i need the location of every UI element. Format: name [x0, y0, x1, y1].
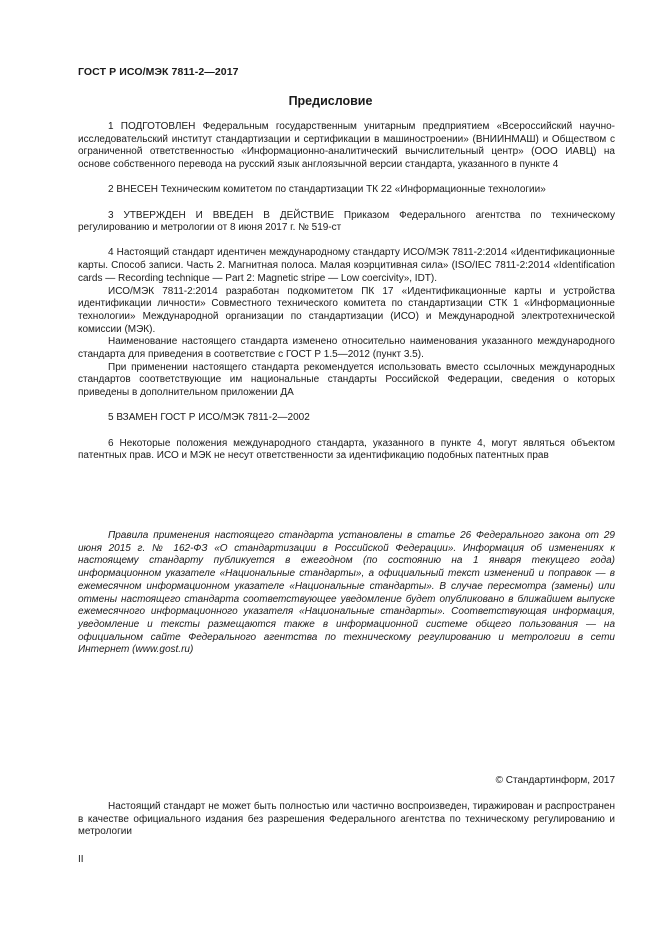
copyright: © Стандартинформ, 2017 — [495, 775, 615, 786]
document-header: ГОСТ Р ИСО/МЭК 7811-2—2017 — [78, 66, 239, 78]
foreword-item-4-developer: ИСО/МЭК 7811-2:2014 разработан подкомитетом ПК 17 «Идентификационные карты и устройства идентификации личности» Совместного технического комитета по стандартизации СТК 1 «Информационные технологии» Международной организации по стандартизации (ИСО) и Международной электротехнической комиссии (МЭК). — [78, 285, 615, 335]
foreword-item-3: 3 УТВЕРЖДЕН И ВВЕДЕН В ДЕЙСТВИЕ Приказом Федерального агентства по техническому регулированию и метрологии от 8 июня 2017 г. № 519-ст — [78, 209, 615, 234]
foreword-item-5: 5 ВЗАМЕН ГОСТ Р ИСО/МЭК 7811-2—2002 — [108, 412, 310, 424]
foreword-item-1: 1 ПОДГОТОВЛЕН Федеральным государственным унитарным предприятием «Всероссийский научно-исследовательский институт стандартизации и сертификации в машиностроении» (ВНИИНМАШ) и Обществом с ограниченной ответственностью «Информационно-аналитический вычислительный центр» (ООО ИАВЦ) на основе собственного перевода на русский язык англоязычной версии стандарта, указанного в пункте 4 — [78, 121, 615, 171]
foreword-body — [78, 121, 615, 463]
foreword-item-6: 6 Некоторые положения международного стандарта, указанного в пункте 4, могут являться объектом патентных прав. ИСО и МЭК не несут ответственности за идентификацию подобных патентных прав — [78, 437, 615, 462]
foreword-item-4-references: При применении настоящего стандарта рекомендуется использовать вместо ссылочных международных стандартов соответствующие им национальные стандарты Российской Федерации, сведения о которых приведены в дополнительном приложении ДА — [78, 361, 615, 399]
application-rules-note — [78, 530, 615, 657]
foreword-item-4: 4 Настоящий стандарт идентичен международному стандарту ИСО/МЭК 7811-2:2014 «Идентификационные карты. Способ записи. Часть 2. Магнитная полоса. Малая коэрцитивная сила» (ISO/IEC 7811-2:2014 «Identification cards — Recording technique — Part 2: Magnetic stripe — Low coercivity», IDT). — [78, 247, 615, 284]
reproduction-notice — [78, 801, 615, 839]
foreword-item-2: 2 ВНЕСЕН Техническим комитетом по стандартизации ТК 22 «Информационные технологии» — [108, 184, 546, 196]
application-rules-text: Правила применения настоящего стандарта установлены в статье 26 Федерального закона от 29 июня 2015 г. № 162-ФЗ «О стандартизации в Российской Федерации». Информация об изменениях к настоящему стандарту публикуется в ежегодном (по состоянию на 1 января текущего года) информационном указателе «Национальные стандарты», а официальный текст изменений и поправок — в ежемесячном информационном указателе «Национальные стандарты». В случае пересмотра (замены) или отмены настоящего стандарта соответствующее уведомление будет опубликовано в ближайшем выпуске ежемесячного информационного указателя «Национальные стандарты». Соответствующая информация, уведомление и тексты размещаются также в информационной системе общего пользования — на официальном сайте Федерального агентства по техническому регулированию и метрологии в сети Интернет (www.gost.ru) — [78, 530, 615, 656]
foreword-item-4-naming: Наименование настоящего стандарта изменено относительно наименования указанного международного стандарта для приведения в соответствие с ГОСТ Р 1.5—2012 (пункт 3.5). — [78, 336, 615, 361]
reproduction-text: Настоящий стандарт не может быть полностью или частично воспроизведен, тиражирован и распространен в качестве официального издания без разрешения Федерального агентства по техническому регулированию и метрологии — [78, 801, 615, 838]
page-title: Предисловие — [288, 94, 373, 108]
page-number: II — [78, 854, 84, 865]
